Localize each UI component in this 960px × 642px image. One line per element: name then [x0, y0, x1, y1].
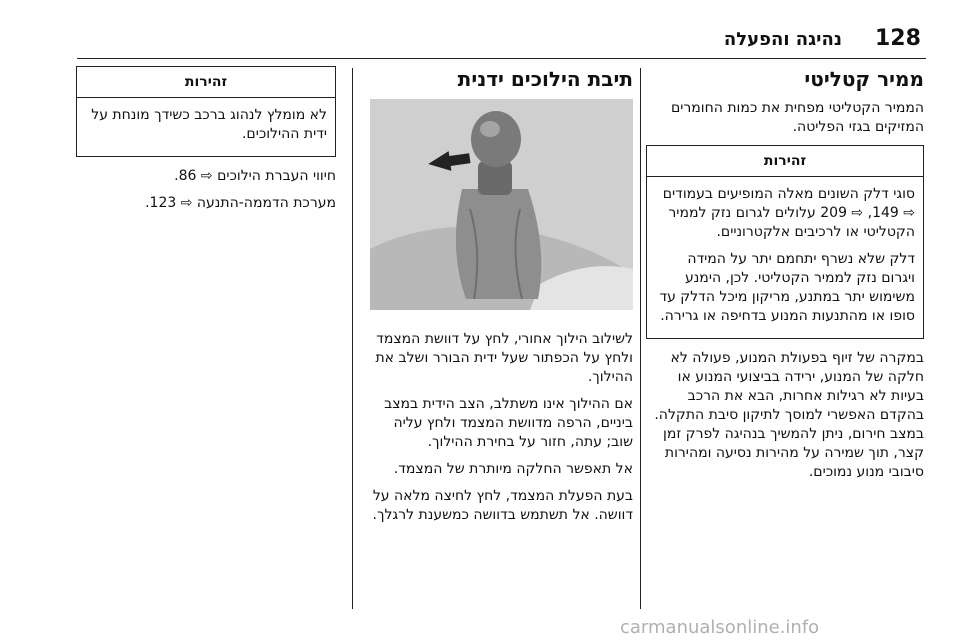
page-number: 128 [875, 26, 921, 51]
intro-paragraph: הממיר הקטליטי מפחית את כמות החומרים המזיקים בגזי הפליטה. [670, 100, 924, 135]
warning-paragraph: דלק שלא נשרף יתחמם יתר על המידה ויגרום נזק לממיר הקטליטי. לכן, הימנע משימוש יתר במתנע, מריקון מיכל הדלק עד סופו או מהתנעות המנוע בדחיפה או גרירה. [659, 251, 915, 324]
warning-body [647, 177, 923, 338]
warning-title: זהירות [647, 146, 923, 177]
gear-shift-illustration [370, 99, 633, 310]
warning-paragraph: לא מומלץ לנהוג ברכב כשידך מונחת על ידית ההילוכים. [91, 107, 327, 142]
gear-shift-illustration-svg [370, 99, 633, 310]
warning-paragraph: סוגי דלק השונים מאלה המופיעים בעמודים ⇨ 149, ⇨ 209 עלולים לגרום נזק לממיר הקטליטי או לרכיבים אלקטרוניים. [662, 186, 915, 240]
warning-box [646, 145, 924, 339]
transmission-notes-section [76, 66, 336, 221]
section-title: ממיר קטליטי [804, 67, 924, 91]
body-paragraph: לשילוב הילוך אחורי, לחץ על דוושת המצמד ולחץ על הכפתור שעל ידית הבורר ושלב את ההילוך. [375, 331, 633, 385]
cross-reference-link[interactable]: חיווי העברת הילוכים ⇨ 86. [174, 168, 336, 184]
body-paragraph: אל תאפשר החלקה מיותרת של המצמד. [393, 461, 633, 477]
header-rule [77, 58, 926, 59]
body-paragraph: במקרה של זיוף בפעולת המנוע, פעולה לא חלקה של המנוע, ירידה בביצועי המנוע או בעיות לא רגילות אחרות, הבא את הרכב בהקדם האפשרי למוסך לתיקון סיבת התקלה. במצב חירום, ניתן להמשיך בנהיגה לפרק זמן קצר, תוך שמירה על מהירות נסיעה ומהירות סיבובי מנוע נמוכים. [654, 350, 924, 480]
column-divider [352, 68, 353, 609]
manual-transmission-section [366, 66, 633, 533]
warning-body [77, 98, 335, 156]
column-divider [640, 68, 641, 609]
page-header [0, 26, 960, 56]
warning-box [76, 66, 336, 157]
catalytic-converter-section [646, 66, 924, 490]
warning-title: זהירות [77, 67, 335, 98]
body-paragraph: אם ההילוך אינו משתלב, הצב הידית במצב ביניים, הרפה מדוושת המצמד ולחץ עליה שוב; עתה, חזור על בחירת ההילוך. [384, 396, 633, 450]
body-paragraph: בעת הפעלת המצמד, לחץ לחיצה מלאה על דוושה. אל תשתמש בדוושה כמשענת לרגלך. [372, 488, 633, 523]
running-title: נהיגה והפעלה [723, 29, 842, 50]
section-title: תיבת הילוכים ידנית [457, 67, 633, 91]
cross-reference-link[interactable]: מערכת הדממה-התנעה ⇨ 123. [145, 195, 336, 211]
watermark: carmanualsonline.info [620, 617, 820, 638]
